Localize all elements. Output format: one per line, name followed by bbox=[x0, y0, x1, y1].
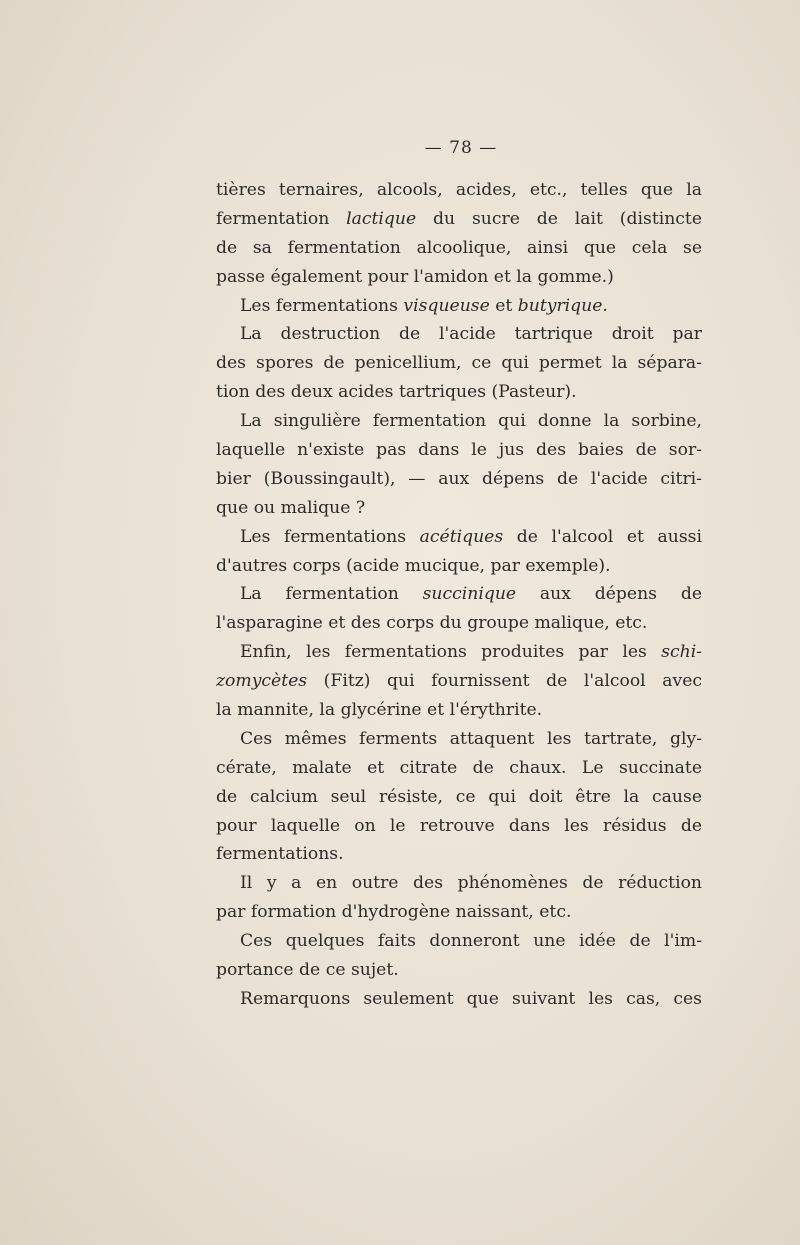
italic-term: zomycètes bbox=[216, 671, 308, 692]
text-segment: cérate, malate et citrate de chaux. Le succinate bbox=[216, 757, 702, 778]
text-line bbox=[216, 580, 702, 609]
text-segment: l'asparagine et des corps du groupe malique, etc. bbox=[216, 613, 648, 634]
text-line bbox=[216, 696, 702, 725]
text-line bbox=[216, 523, 702, 552]
text-line bbox=[216, 812, 702, 841]
text-line bbox=[216, 205, 702, 234]
text-segment: Il y a en outre des phénomènes de réduction bbox=[240, 873, 702, 894]
text-line bbox=[216, 263, 702, 292]
text-line bbox=[216, 956, 702, 985]
text-line bbox=[216, 927, 702, 956]
text-segment: la mannite, la glycérine et l'érythrite. bbox=[216, 700, 543, 721]
text-line bbox=[216, 783, 702, 812]
text-line bbox=[216, 320, 702, 349]
text-line bbox=[216, 869, 702, 898]
text-segment: par formation d'hydrogène naissant, etc. bbox=[216, 902, 572, 923]
text-segment: et bbox=[489, 295, 518, 316]
text-segment: La fermentation bbox=[240, 584, 423, 605]
text-segment: Ces quelques faits donneront une idée de l'im- bbox=[240, 931, 702, 952]
text-line bbox=[216, 465, 702, 494]
text-segment: La singulière fermentation qui donne la sorbine, bbox=[240, 411, 702, 432]
text-line bbox=[216, 840, 702, 869]
text-segment: Les fermentations bbox=[240, 295, 404, 316]
text-segment: de calcium seul résiste, ce qui doit être la cause bbox=[216, 786, 702, 807]
text-line bbox=[216, 725, 702, 754]
text-segment: fermentation bbox=[216, 208, 347, 229]
body-text bbox=[216, 176, 702, 1014]
text-segment: de l'alcool et aussi bbox=[503, 526, 702, 547]
text-segment: pour laquelle on le retrouve dans les résidus de bbox=[216, 815, 702, 836]
text-line bbox=[216, 985, 702, 1014]
text-segment: La destruction de l'acide tartrique droit par bbox=[240, 324, 702, 345]
text-segment: d'autres corps (acide mucique, par exemple). bbox=[216, 555, 611, 576]
text-segment: du sucre de lait (distincte bbox=[416, 208, 702, 229]
text-line bbox=[216, 609, 702, 638]
italic-term: butyrique. bbox=[517, 295, 608, 316]
text-line bbox=[216, 638, 702, 667]
text-segment: Enfin, les fermentations produites par les bbox=[240, 642, 662, 663]
italic-term: lactique bbox=[346, 208, 417, 229]
text-line bbox=[216, 378, 702, 407]
text-line bbox=[216, 234, 702, 263]
text-line bbox=[216, 898, 702, 927]
text-line bbox=[216, 552, 702, 581]
text-segment: aux dépens de bbox=[516, 584, 702, 605]
text-segment: que ou malique ? bbox=[216, 497, 366, 518]
text-segment: de sa fermentation alcoolique, ainsi que cela se bbox=[216, 237, 702, 258]
text-segment: bier (Boussingault), — aux dépens de l'acide citri- bbox=[216, 468, 702, 489]
text-segment: (Fitz) qui fournissent de l'alcool avec bbox=[307, 671, 702, 692]
text-line bbox=[216, 407, 702, 436]
italic-term: visqueuse bbox=[403, 295, 490, 316]
text-line bbox=[216, 436, 702, 465]
text-line bbox=[216, 176, 702, 205]
page-number: — 78 — bbox=[424, 138, 498, 158]
italic-term: succinique bbox=[422, 584, 517, 605]
text-line bbox=[216, 494, 702, 523]
text-segment: tières ternaires, alcools, acides, etc., telles que la bbox=[216, 180, 702, 200]
text-segment: Remarquons seulement que suivant les cas, ces bbox=[240, 988, 702, 1009]
text-segment: Ces mêmes ferments attaquent les tartrate, gly- bbox=[240, 728, 702, 749]
text-segment: Les fermentations bbox=[240, 526, 420, 547]
text-segment: passe également pour l'amidon et la gomme.) bbox=[216, 266, 614, 287]
text-line bbox=[216, 292, 702, 321]
italic-term: acétiques bbox=[419, 526, 504, 547]
text-line bbox=[216, 754, 702, 783]
text-line bbox=[216, 667, 702, 696]
text-segment: fermentations. bbox=[216, 844, 344, 865]
text-line bbox=[216, 349, 702, 378]
text-segment: des spores de penicellium, ce qui permet la sépara- bbox=[216, 353, 702, 374]
text-segment: portance de ce sujet. bbox=[216, 960, 399, 981]
text-segment: tion des deux acides tartriques (Pasteur). bbox=[216, 382, 577, 403]
italic-term: schi- bbox=[661, 642, 702, 663]
text-segment: laquelle n'existe pas dans le jus des baies de sor- bbox=[216, 440, 702, 461]
